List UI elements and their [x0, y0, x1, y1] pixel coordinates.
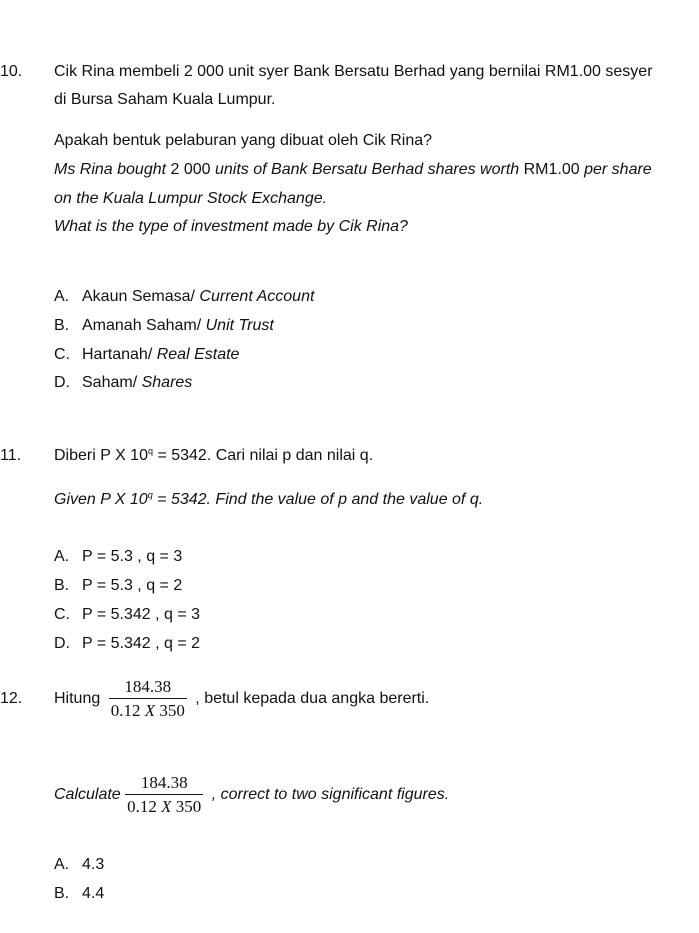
fraction-expression: $\frac{184.38}{0.12 X 350}$ [110, 676, 185, 720]
question-12-number: 12. [0, 690, 23, 707]
question-12-option-a[interactable]: A. 4.3 [54, 856, 105, 873]
question-12-malay: Hitung $\frac{184.38}{0.12 X 350}$ , betul kepada dua angka bererti. [54, 676, 430, 720]
question-10-english-line-1: Ms Rina bought 2 000 units of Bank Bersatu Berhad shares worth RM1.00 per share [54, 161, 652, 178]
question-11-english: Given P X $10^q = 5342$. Find the value of p and the value of q. [54, 490, 484, 508]
question-11-option-a[interactable]: A. P = 5.3 , q = 3 [54, 548, 183, 565]
question-10-english-question: What is the type of investment made by Cik Rina? [54, 218, 408, 235]
question-10-option-d[interactable]: D. Saham/ Shares [54, 374, 193, 391]
question-10-option-c[interactable]: C. Hartanah/ Real Estate [54, 346, 240, 363]
question-11-option-d[interactable]: D. P = 5.342 , q = 2 [54, 635, 201, 652]
question-12-option-b[interactable]: B. 4.4 [54, 885, 105, 902]
question-11-number: 11. [0, 447, 22, 464]
question-10-option-a[interactable]: A. Akaun Semasa/ Current Account [54, 288, 315, 305]
question-11-option-c[interactable]: C. P = 5.342 , q = 3 [54, 606, 201, 623]
question-11-option-b[interactable]: B. P = 5.3 , q = 2 [54, 577, 183, 594]
question-10-malay-question: Apakah bentuk pelaburan yang dibuat oleh Cik Rina? [54, 132, 433, 149]
question-10-number: 10. [0, 63, 23, 80]
fraction-expression: $\frac{184.38}{0.12 X 350}$ [127, 772, 202, 816]
question-10-malay-line-2: di Bursa Saham Kuala Lumpur. [54, 91, 276, 108]
question-10-option-b[interactable]: B. Amanah Saham/ Unit Trust [54, 317, 274, 334]
question-10-malay-line-1: Cik Rina membeli 2 000 unit syer Bank Bersatu Berhad yang bernilai RM1.00 sesyer [54, 63, 653, 80]
question-11-malay: Diberi P X $10^q = 5342$. Cari nilai p dan nilai q. [54, 446, 374, 464]
question-10-english-line-2: on the Kuala Lumpur Stock Exchange. [54, 190, 328, 207]
question-12-english: Calculate $\frac{184.38}{0.12 X 350}$ , correct to two significant figures. [54, 772, 450, 816]
